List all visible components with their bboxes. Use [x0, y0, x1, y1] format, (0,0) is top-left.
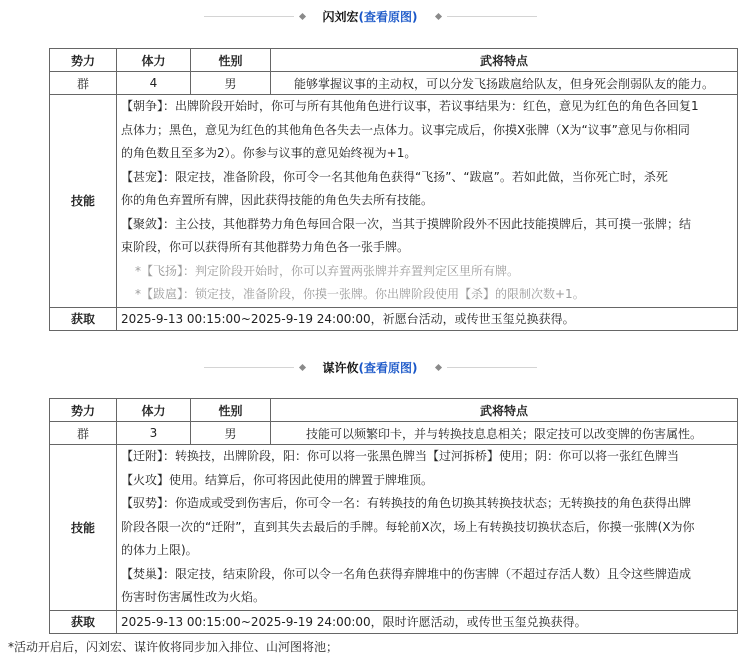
- skill-line: 的角色数且至多为2）。你参与议事的意见始终视为+1。: [121, 146, 417, 160]
- feature-value: 技能可以频繁印卡，并与转换技息息相关；限定技可以改变牌的伤害属性。: [271, 422, 738, 445]
- header-row: [50, 399, 738, 422]
- skill-line: 束阶段，你可以获得所有其他群势力角色各一张手牌。: [121, 240, 410, 254]
- obtain-value: 2025-9-13 00:15:00~2025-9-19 24:00:00，限时许愿活动，或传世玉玺兑换获得。: [117, 610, 738, 633]
- skills-label: 技能: [50, 95, 117, 308]
- footnote: *活动开启后，闪刘宏、谋许攸将同步加入排位、山河图将池；: [8, 640, 339, 654]
- basic-info-row: [50, 422, 738, 445]
- title-divider-right: [447, 367, 537, 368]
- basic-info-row: [50, 72, 738, 95]
- title-divider-left: [204, 16, 294, 17]
- obtain-value: 2025-9-13 00:15:00~2025-9-19 24:00:00，祈愿台活动，或传世玉玺兑换获得。: [117, 307, 738, 330]
- skills-cell: [117, 445, 738, 611]
- title-divider-right: [447, 16, 537, 17]
- general-name: [323, 8, 418, 25]
- skill-line: 【朝争】：出牌阶段开始时，你可与所有其他角色进行议事，若议事结果为：红色，意见为红色的角色各回复1: [121, 99, 699, 113]
- gender-value: 男: [191, 72, 271, 95]
- skill-line: 阶段各限一次的“迁附”，直到其失去最后的手牌。每轮前X次，场上有转换技切换状态后，你摸一张牌(X为你: [121, 519, 695, 534]
- faction-value: 群: [50, 422, 117, 445]
- header-faction: 势力: [50, 49, 117, 72]
- derived-skill-line: *【跋扈】：锁定技，准备阶段，你摸一张牌。你出牌阶段使用【杀】的限制次数+1。: [135, 287, 585, 301]
- skill-line: 【驭势】：你造成或受到伤害后，你可令一名：有转换技的角色切换其转换技状态；无转换技的角色获得出牌: [121, 496, 692, 510]
- general-name-text: 谋许攸: [322, 360, 359, 375]
- skill-line: 点体力；黑色，意见为红色的其他角色各失去一点体力。议事完成后，你摸X张牌（X为“议事”意见与你相同: [121, 122, 690, 137]
- title-diamond-icon: [298, 363, 305, 370]
- general-name-text: 闪刘宏: [322, 9, 359, 24]
- general-table-1: [49, 48, 738, 331]
- skill-line: 【迁附】：转换技，出牌阶段，阳：你可以将一张黑色牌当【过河拆桥】使用；阴：你可以将一张红色牌当: [121, 449, 680, 463]
- obtain-row: [50, 610, 738, 633]
- skills-row: [50, 95, 738, 308]
- skill-line: 【甚宠】：限定技，准备阶段，你可令一名其他角色获得“飞扬”、“跋扈”。若如此做，当你死亡时，杀死: [121, 169, 668, 184]
- title-diamond-icon: [434, 12, 441, 19]
- view-original-link[interactable]: (查看原图): [358, 360, 418, 375]
- obtain-row: [50, 307, 738, 330]
- skill-line: 伤害时伤害属性改为火焰。: [121, 590, 266, 604]
- skill-line: 的体力上限)。: [121, 543, 198, 557]
- header-feature: 武将特点: [271, 399, 738, 422]
- skill-line: 【聚敛】：主公技，其他群势力角色每回合限一次，当其于摸牌阶段外不因此技能摸牌后，其可摸一张牌；结: [121, 216, 692, 231]
- skill-line: 【焚巢】：限定技，结束阶段，你可以令一名角色获得弃牌堆中的伤害牌（不超过存活人数）且令这些牌造成: [121, 566, 692, 581]
- general-title-1: [0, 6, 740, 26]
- feature-value: 能够掌握议事的主动权，可以分发飞扬跋扈给队友，但身死会削弱队友的能力。: [271, 72, 738, 95]
- header-row: [50, 49, 738, 72]
- title-diamond-icon: [298, 12, 305, 19]
- hp-value: 4: [117, 72, 191, 95]
- skill-line: 【火攻】使用。结算后，你可将因此使用的牌置于牌堆顶。: [121, 472, 434, 487]
- general-table-2: [49, 398, 738, 634]
- skills-cell: [117, 95, 738, 308]
- obtain-label: 获取: [50, 307, 117, 330]
- title-diamond-icon: [434, 363, 441, 370]
- header-hp: 体力: [117, 49, 191, 72]
- skills-row: [50, 445, 738, 611]
- general-title-2: [0, 357, 740, 377]
- hp-value: 3: [117, 422, 191, 445]
- view-original-link[interactable]: (查看原图): [358, 9, 418, 24]
- header-gender: 性别: [191, 49, 271, 72]
- general-name: [323, 359, 418, 376]
- header-faction: 势力: [50, 399, 117, 422]
- header-hp: 体力: [117, 399, 191, 422]
- title-divider-left: [204, 367, 294, 368]
- gender-value: 男: [191, 422, 271, 445]
- derived-skill-line: *【飞扬】：判定阶段开始时，你可以弃置两张牌并弃置判定区里所有牌。: [135, 263, 520, 278]
- obtain-label: 获取: [50, 610, 117, 633]
- header-gender: 性别: [191, 399, 271, 422]
- faction-value: 群: [50, 72, 117, 95]
- header-feature: 武将特点: [271, 49, 738, 72]
- skill-line: 你的角色弃置所有牌，因此获得技能的角色失去所有技能。: [121, 193, 434, 207]
- skills-label: 技能: [50, 445, 117, 611]
